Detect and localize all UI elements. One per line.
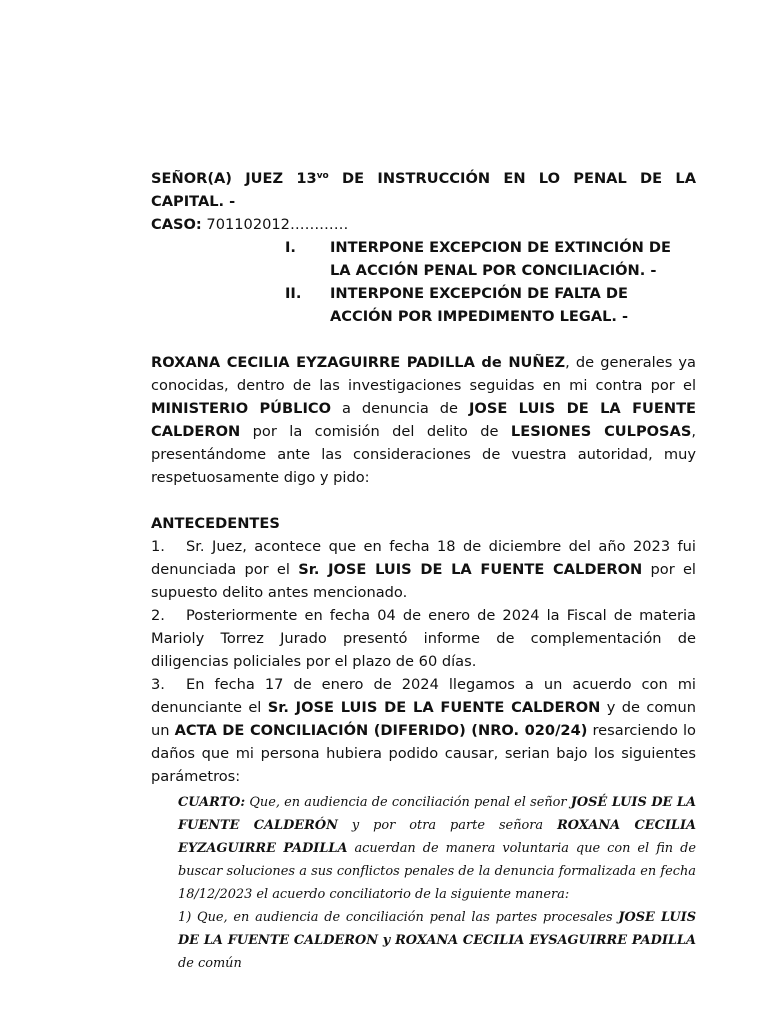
intro-paragraph: ROXANA CECILIA EYZAGUIRRE PADILLA de NUÑEZ, de generales ya conocidas, dentro de las investigaciones seguidas en mi contra por el MINISTERIO PÚBLICO a denuncia de JOSE LUIS DE LA FUENTE CALDERON por la comisión del delito de LESIONES CULPOSAS, presentándome ante las consideraciones de vuestra autoridad, muy respetuosamente digo y pido: <box>151 354 697 486</box>
caso-value: 701102012………… <box>201 216 349 233</box>
caso-label: CASO: <box>151 216 202 233</box>
antecedente-item-1: 1. Sr. Juez, acontece que en fecha 18 de diciembre del año 2023 fui denunciada por el Sr. JOSE LUIS DE LA FUENTE CALDERON por el supuesto delito antes mencionado. <box>151 538 696 601</box>
court-heading <box>151 167 696 213</box>
quote-paragraph-2: 1) Que, en audiencia de conciliación penal las partes procesales JOSE LUIS DE LA FUENTE CALDERON y ROXANA CECILIA EYSAGUIRRE PADILLA de común <box>178 910 697 971</box>
antecedente-item-3: 3. En fecha 17 de enero de 2024 llegamos a un acuerdo con mi denunciante el Sr. JOSE LUIS DE LA FUENTE CALDERON y de comun un ACTA DE CONCILIACIÓN (DIFERIDO) (NRO. 020/24) resarciendo lo daños que mi persona hubiera podido causar, serian bajo los siguientes parámetros: <box>151 676 696 785</box>
caso-line <box>151 213 696 236</box>
antecedente-item-2: 2. Posteriormente en fecha 04 de enero de 2024 la Fiscal de materia Marioly Torrez Jurado presentó informe de complementación de diligencias policiales por el plazo de 60 días. <box>151 607 696 670</box>
quoted-agreement <box>178 791 696 975</box>
petition-2: II. INTERPONE EXCEPCIÓN DE FALTA DE ACCIÓN POR IMPEDIMENTO LEGAL. - <box>285 285 629 325</box>
document-page <box>151 167 696 975</box>
court-line: SEÑOR(A) JUEZ $13^{vo}$ DE INSTRUCCIÓN EN LO PENAL DE LA CAPITAL. - <box>151 170 696 210</box>
quote-paragraph-1: CUARTO: Que, en audiencia de conciliación penal el señor JOSÉ LUIS DE LA FUENTE CALDERÓN y por otra parte señora ROXANA CECILIA EYZAGUIRRE PADILLA acuerdan de manera voluntaria que con el fin de buscar soluciones a sus conflictos penales de la denuncia formalizada en fecha 18/12/2023 el acuerdo conciliatorio de la siguiente manera: <box>178 795 696 902</box>
petition-1: I. INTERPONE EXCEPCION DE EXTINCIÓN DE LA ACCIÓN PENAL POR CONCILIACIÓN. - <box>285 239 671 279</box>
antecedentes-title: ANTECEDENTES <box>151 515 280 532</box>
